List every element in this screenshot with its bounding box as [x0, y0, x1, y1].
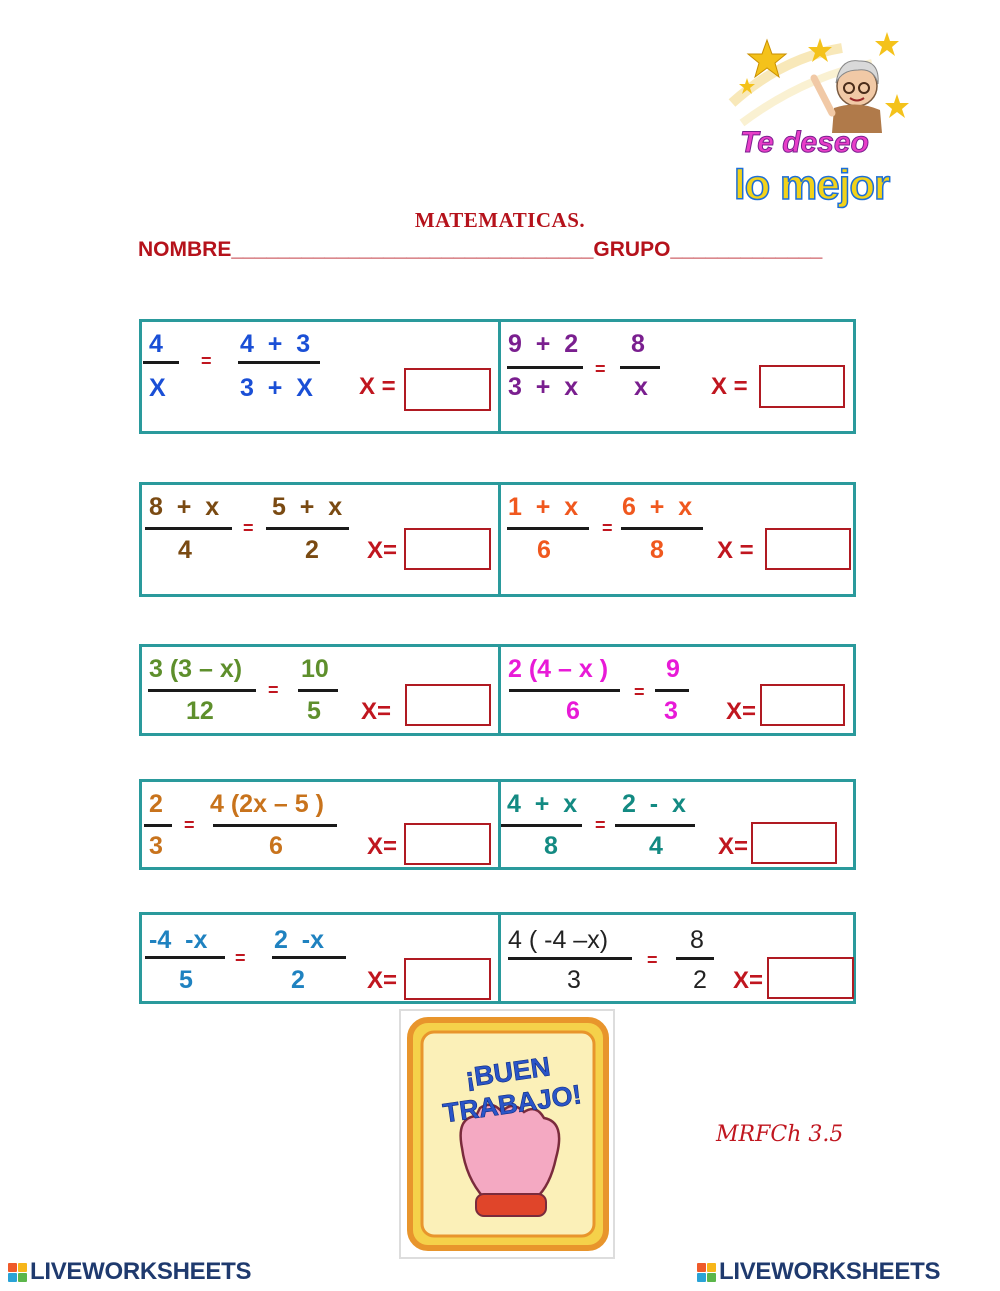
- name-group-line: [138, 238, 822, 262]
- numerator-left: 9 + 2: [508, 330, 579, 358]
- x-label: X=: [361, 698, 392, 725]
- x-label: X =: [717, 537, 754, 564]
- denominator-right: 4: [649, 832, 663, 860]
- answer-box[interactable]: [751, 822, 837, 864]
- badge-line1: Te deseo: [740, 126, 869, 159]
- badge-line2: lo mejor: [734, 161, 890, 208]
- denominator-right: 2: [305, 536, 319, 564]
- liveworksheets-logo-left: LIVEWORKSHEETS: [8, 1258, 251, 1286]
- denominator-left: 8: [544, 832, 558, 860]
- equals-sign: =: [201, 351, 212, 371]
- liveworksheets-logo-right: LIVEWORKSHEETS: [697, 1258, 940, 1286]
- answer-box[interactable]: [760, 684, 845, 726]
- answer-box[interactable]: [404, 958, 491, 1000]
- answer-box[interactable]: [404, 528, 491, 570]
- answer-box[interactable]: [404, 823, 491, 865]
- group-label: GRUPO: [593, 238, 671, 261]
- numerator-right: 10: [301, 655, 329, 683]
- numerator-right: 2 - x: [622, 790, 686, 818]
- numerator-right: 8: [690, 926, 704, 954]
- sticker-text: ¡BUEN TRABAJO!: [441, 1051, 584, 1129]
- x-label: X=: [718, 833, 749, 860]
- answer-box[interactable]: [405, 684, 491, 726]
- x-label: X =: [359, 373, 396, 400]
- x-label: X=: [367, 537, 398, 564]
- good-job-sticker: [396, 1008, 620, 1260]
- x-label: X =: [711, 373, 748, 400]
- denominator-left: 4: [178, 536, 192, 564]
- equals-sign: =: [595, 815, 606, 835]
- numerator-right: 4 (2x – 5 ): [210, 790, 324, 818]
- numerator-right: 2 -x: [274, 926, 325, 954]
- numerator-right: 8: [631, 330, 645, 358]
- denominator-left: 6: [566, 697, 580, 725]
- denominator-right: 2: [693, 966, 707, 994]
- answer-box[interactable]: [404, 368, 491, 411]
- numerator-left: 4: [149, 330, 163, 358]
- numerator-left: 8 + x: [149, 493, 220, 521]
- denominator-left: 3 + x: [508, 373, 579, 401]
- denominator-left: 3: [149, 832, 163, 860]
- answer-box[interactable]: [765, 528, 851, 570]
- equals-sign: =: [647, 950, 658, 970]
- equals-sign: =: [235, 948, 246, 968]
- x-label: X=: [733, 967, 764, 994]
- page-title: MATEMATICAS.: [414, 208, 586, 232]
- name-field[interactable]: _______________________________: [231, 238, 594, 261]
- equals-sign: =: [184, 815, 195, 835]
- denominator-right: x: [634, 373, 648, 401]
- numerator-left: 2: [149, 790, 163, 818]
- denominator-left: X: [149, 374, 166, 402]
- denominator-left: 6: [537, 536, 551, 564]
- numerator-left: 1 + x: [508, 493, 579, 521]
- good-job-hand-icon: [396, 1008, 620, 1260]
- numerator-left: 4 + x: [507, 790, 578, 818]
- numerator-left: -4 -x: [149, 926, 208, 954]
- best-wishes-badge: [722, 28, 922, 218]
- numerator-right: 6 + x: [622, 493, 693, 521]
- x-label: X=: [726, 698, 757, 725]
- name-label: NOMBRE: [138, 238, 232, 261]
- x-label: X=: [367, 833, 398, 860]
- numerator-left: 2 (4 – x ): [508, 655, 609, 683]
- denominator-left: 12: [186, 697, 214, 725]
- equals-sign: =: [602, 518, 613, 538]
- equals-sign: =: [634, 682, 645, 702]
- equals-sign: =: [243, 518, 254, 538]
- numerator-right: 9: [666, 655, 680, 683]
- liveworksheets-icon: [697, 1263, 716, 1282]
- denominator-right: 6: [269, 832, 283, 860]
- numerator-left: 4 ( -4 –x): [508, 926, 609, 954]
- equals-sign: =: [268, 680, 279, 700]
- numerator-right: 4 + 3: [240, 330, 311, 358]
- x-label: X=: [367, 967, 398, 994]
- answer-box[interactable]: [759, 365, 845, 408]
- denominator-right: 2: [291, 966, 305, 994]
- group-field[interactable]: _____________: [670, 238, 823, 261]
- numerator-left: 3 (3 – x): [149, 655, 243, 683]
- teacher-signature: MRFCh 3.5: [716, 1122, 844, 1147]
- numerator-right: 5 + x: [272, 493, 343, 521]
- denominator-right: 5: [307, 697, 321, 725]
- denominator-right: 3 + X: [240, 374, 313, 402]
- denominator-right: 8: [650, 536, 664, 564]
- denominator-right: 3: [664, 697, 678, 725]
- denominator-left: 3: [567, 966, 581, 994]
- equals-sign: =: [595, 359, 606, 379]
- liveworksheets-icon: [8, 1263, 27, 1282]
- denominator-left: 5: [179, 966, 193, 994]
- answer-box[interactable]: [767, 957, 854, 999]
